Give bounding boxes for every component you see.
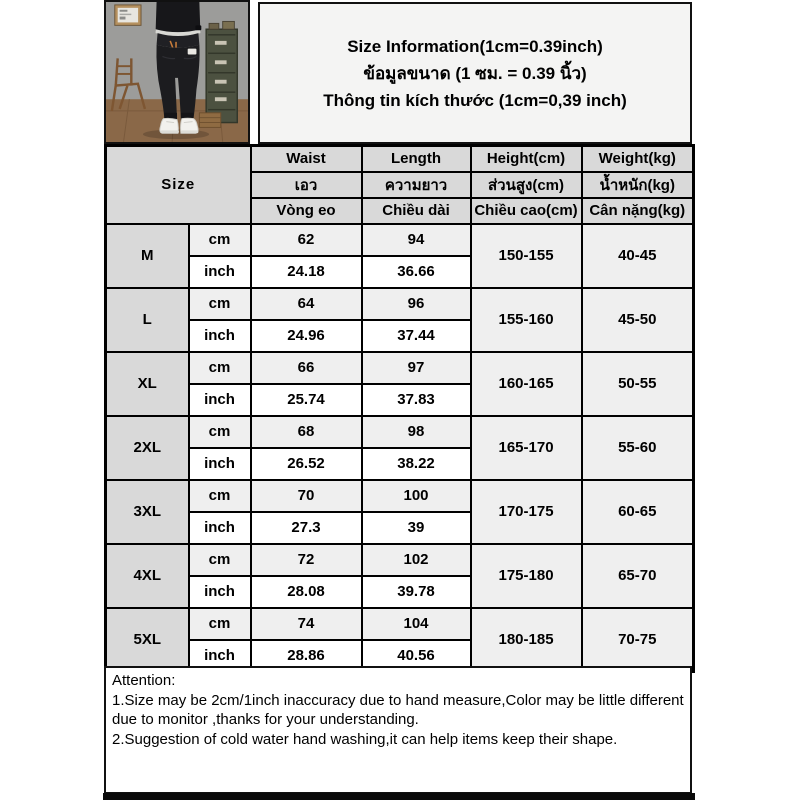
wooden-crate	[199, 113, 220, 128]
waist-cm-value: 72	[251, 544, 362, 576]
size-label-xl: XL	[106, 352, 189, 416]
title-thai: ข้อมูลขนาด (1 ซม. = 0.39 นิ้ว)	[363, 63, 587, 83]
table-row	[106, 288, 694, 320]
table-row	[106, 224, 694, 256]
length-inch-value: 39.78	[362, 576, 471, 608]
table-row	[106, 544, 694, 576]
weight-range: 40-45	[582, 224, 694, 288]
col-header-length-vi: Chiều dài	[362, 198, 471, 224]
height-range: 155-160	[471, 288, 582, 352]
col-header-waist-en: Waist	[251, 146, 362, 172]
col-header-height-vi: Chiều cao(cm)	[471, 198, 582, 224]
weight-range: 60-65	[582, 480, 694, 544]
length-cm-value: 98	[362, 416, 471, 448]
wrist-watch	[195, 25, 201, 30]
unit-cm: cm	[189, 352, 251, 384]
product-photo-illustration	[106, 2, 248, 142]
unit-cm: cm	[189, 224, 251, 256]
length-cm-value: 97	[362, 352, 471, 384]
size-label-2xl: 2XL	[106, 416, 189, 480]
height-range: 160-165	[471, 352, 582, 416]
size-label-l: L	[106, 288, 189, 352]
weight-range: 45-50	[582, 288, 694, 352]
table-row	[106, 608, 694, 640]
col-header-weight-vi: Cân nặng(kg)	[582, 198, 694, 224]
waist-cm-value: 70	[251, 480, 362, 512]
attention-note-1: 1.Size may be 2cm/1inch inaccuracy due to hand measure,Color may be little different due to monitor ,thanks for your understanding.	[112, 691, 684, 728]
length-inch-value: 37.44	[362, 320, 471, 352]
unit-cm: cm	[189, 416, 251, 448]
unit-cm: cm	[189, 544, 251, 576]
pocket-label	[188, 49, 197, 55]
attention-notes	[104, 666, 692, 794]
length-inch-value: 36.66	[362, 256, 471, 288]
waist-inch-value: 28.86	[251, 640, 362, 672]
waist-inch-value: 27.3	[251, 512, 362, 544]
waist-cm-value: 74	[251, 608, 362, 640]
bottom-divider-bar	[103, 793, 695, 800]
waist-cm-value: 64	[251, 288, 362, 320]
waist-inch-value: 26.52	[251, 448, 362, 480]
size-label-5xl: 5XL	[106, 608, 189, 672]
unit-inch: inch	[189, 384, 251, 416]
title-english: Size Information(1cm=0.39inch)	[347, 36, 603, 56]
col-header-length-th: ความยาว	[362, 172, 471, 198]
attention-title: Attention:	[112, 672, 176, 689]
waist-inch-value: 28.08	[251, 576, 362, 608]
length-cm-value: 104	[362, 608, 471, 640]
height-range: 165-170	[471, 416, 582, 480]
height-range: 180-185	[471, 608, 582, 672]
col-header-height-en: Height(cm)	[471, 146, 582, 172]
unit-inch: inch	[189, 576, 251, 608]
size-column-header: Size	[106, 146, 251, 224]
col-header-weight-th: น้ำหนัก(kg)	[582, 172, 694, 198]
weight-range: 55-60	[582, 416, 694, 480]
size-table	[104, 144, 695, 673]
unit-inch: inch	[189, 448, 251, 480]
unit-cm: cm	[189, 288, 251, 320]
length-inch-value: 40.56	[362, 640, 471, 672]
waist-inch-value: 25.74	[251, 384, 362, 416]
waist-cm-value: 68	[251, 416, 362, 448]
unit-inch: inch	[189, 640, 251, 672]
weight-range: 50-55	[582, 352, 694, 416]
unit-cm: cm	[189, 480, 251, 512]
unit-inch: inch	[189, 512, 251, 544]
waist-inch-value: 24.18	[251, 256, 362, 288]
picture-frame	[115, 5, 141, 25]
col-header-height-th: ส่วนสูง(cm)	[471, 172, 582, 198]
length-inch-value: 37.83	[362, 384, 471, 416]
product-photo	[104, 0, 250, 144]
length-inch-value: 38.22	[362, 448, 471, 480]
length-inch-value: 39	[362, 512, 471, 544]
unit-cm: cm	[189, 608, 251, 640]
waist-cm-value: 62	[251, 224, 362, 256]
height-range: 175-180	[471, 544, 582, 608]
size-information-header	[258, 2, 692, 144]
waist-cm-value: 66	[251, 352, 362, 384]
length-cm-value: 96	[362, 288, 471, 320]
size-label-m: M	[106, 224, 189, 288]
col-header-waist-vi: Vòng eo	[251, 198, 362, 224]
model-torso	[156, 2, 202, 36]
height-range: 150-155	[471, 224, 582, 288]
col-header-weight-en: Weight(kg)	[582, 146, 694, 172]
size-label-3xl: 3XL	[106, 480, 189, 544]
weight-range: 65-70	[582, 544, 694, 608]
length-cm-value: 102	[362, 544, 471, 576]
table-row	[106, 416, 694, 448]
table-row	[106, 480, 694, 512]
waist-inch-value: 24.96	[251, 320, 362, 352]
weight-range: 70-75	[582, 608, 694, 672]
col-header-waist-th: เอว	[251, 172, 362, 198]
size-label-4xl: 4XL	[106, 544, 189, 608]
length-cm-value: 94	[362, 224, 471, 256]
attention-note-2: 2.Suggestion of cold water hand washing,it can help items keep their shape.	[112, 730, 618, 748]
table-row	[106, 352, 694, 384]
col-header-length-en: Length	[362, 146, 471, 172]
height-range: 170-175	[471, 480, 582, 544]
unit-inch: inch	[189, 320, 251, 352]
unit-inch: inch	[189, 256, 251, 288]
length-cm-value: 100	[362, 480, 471, 512]
drawer-cabinet	[206, 21, 237, 122]
title-vietnamese: Thông tin kích thước (1cm=0,39 inch)	[323, 90, 627, 110]
